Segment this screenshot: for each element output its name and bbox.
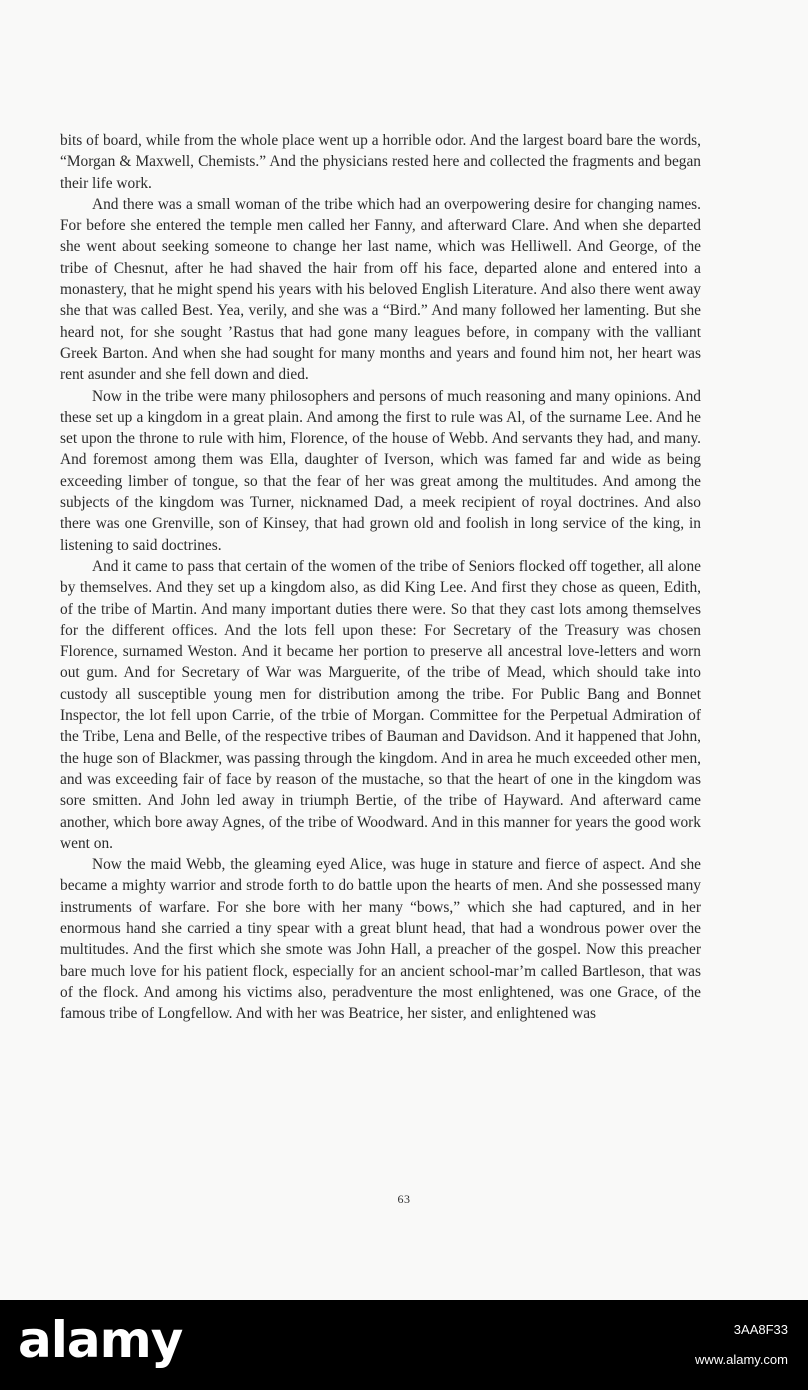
paragraph-4: And it came to pass that certain of the women of the tribe of Seniors flocked off together, all alone by themselves. And they set up a kingdom also, as did King Lee. And first they chose as queen, Edith, of the tribe of Martin. And many important duties there were. So that they cast lots among themselves for the different offices. And the lots fell upon these: For Secretary of the Treasury was chosen Florence, surnamed Weston. And it became her portion to preserve all ancestral love-letters and worn out gum. And for Secretary of War was Marguerite, of the tribe of Mead, which should take into custody all susceptible young men for distribution among the tribe. For Public Bang and Bonnet Inspector, the lot fell upon Carrie, of the trbie of Morgan. Committee for the Perpetual Admiration of the Tribe, Lena and Belle, of the respective tribes of Bauman and Davidson. And it happened that John, the huge son of Blackmer, was passing through the kingdom. And in area he much exceeded other men, and was exceeding fair of face by reason of the mustache, so that the heart of one in the kingdom was sore smitten. And John led away in triumph Bertie, of the tribe of Hayward. And afterward came another, which bore away Agnes, of the tribe of Woodward. And in this manner for years the good work went on. — [60, 557, 701, 852]
footer-url: www.alamy.com — [695, 1352, 788, 1367]
paragraph-3: Now in the tribe were many philosophers and persons of much reasoning and many opinions. And these set up a kingdom in a great plain. And among the first to rule was Al, of the surname Lee. And he set upon the throne to rule with him, Florence, of the house of Webb. And servants they had, and many. And foremost among them was Ella, daughter of Iverson, which was famed far and wide as being exceeding limber of tongue, so that the fear of her was great among the multitudes. And among the subjects of the kingdom was Turner, nicknamed Dad, a meek recipient of royal doctrines. And also there was one Grenville, son of Kinsey, that had grown old and foolish in long service of the king, in listening to said doctrines. — [60, 387, 701, 554]
body-text — [60, 130, 701, 1024]
paragraph-1: bits of board, while from the whole place went up a horrible odor. And the largest board bare the words, “Morgan & Maxwell, Chemists.” And the physicians rested here and collected the fragments and began their life work. — [60, 132, 701, 192]
alamy-logo: alamy — [18, 1311, 183, 1369]
watermark-footer — [0, 1300, 808, 1390]
image-id: 3AA8F33 — [733, 1322, 788, 1337]
paragraph-2: And there was a small woman of the tribe which had an overpowering desire for changing names. For before she entered the temple men called her Fanny, and afterward Clare. And when she departed she went about seeking someone to change her last name, which was Helliwell. And George, of the tribe of Chesnut, after he had shaved the hair from off his face, departed alone and entered into a monastery, that he might spend his years with his beloved English Literature. And also there went away she that was called Best. Yea, verily, and she was a “Bird.” And many followed her lamenting. But she heard not, for she sought ’Rastus that had gone many leagues before, in company with the valliant Greek Barton. And when she had sought for many months and years and found him not, her heart was rent asunder and she fell down and died. — [60, 195, 701, 384]
page-number: 63 — [397, 1192, 411, 1206]
paragraph-5: Now the maid Webb, the gleaming eyed Alice, was huge in stature and fierce of aspect. And she became a mighty warrior and strode forth to do battle upon the hearts of men. And she possessed many instruments of warfare. For she bore with her many “bows,” which she had captured, and in her enormous hand she carried a tiny spear with a great blunt head, that had a wondrous power over the multitudes. And the first which she smote was John Hall, a preacher of the gospel. Now this preacher bare much love for his patient flock, especially for an ancient school-mar’m called Bartleson, that was of the flock. And among his victims also, peradventure the most enlightened, was one Grace, of the famous tribe of Longfellow. And with her was Beatrice, her sister, and enlightened was — [60, 856, 701, 1023]
